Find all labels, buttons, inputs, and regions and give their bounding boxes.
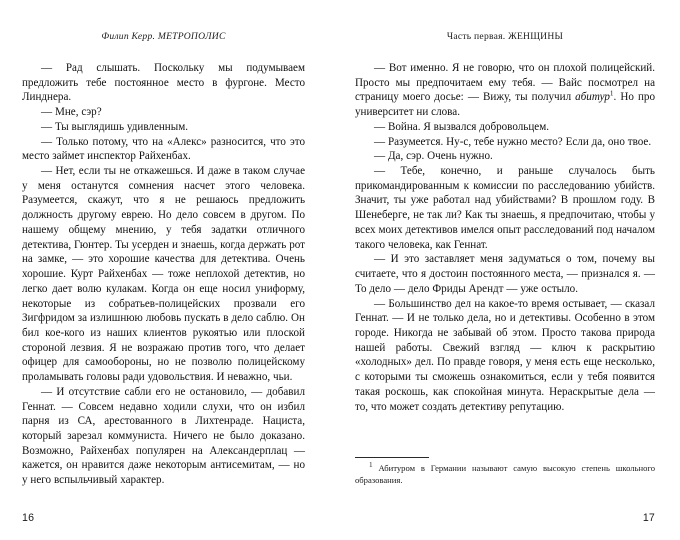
page-number-right: 17 [642,512,655,524]
paragraph: — Нет, если ты не откажешься. И даже в таком случае у меня останутся сомнения насчет этого человека. Разумеется, скажут, что я не решаюсь предложить должность другому еврею. Но дело совсем в другом. По нашему общему мнению, у тебя задатки отличного детектива, Гюнтер. Ты усерден и знаешь, когда держать рот на замке, — это хорошие качества для детектива. Очень хорошие. Курт Райхенбах — тоже неплохой детектив, но легко дает волю кулакам. Когда он еще носил униформу, некоторые из собратьев-полицейских прозвали его Зигфридом за излишнюю любовь пускать в дело саблю. Он бил кое-кого из наших клиентов рукоятью или плоской стороной лезвия. Я не возражаю против того, что делает офицер для самообороны, но не позволю полицейскому проламывать головы ради удовольствия. И неважно, чьи. [22,165,305,384]
paragraph: — И это заставляет меня задуматься о том, почему вы считаете, что я достоин постоянного места, — признался я. — То дело — дело Фриды Арендт — уже остыло. [355,253,655,295]
footnote-entry [355,463,655,486]
paragraph: — Мне, сэр? [41,106,102,119]
footnote-reference[interactable]: 1 [609,89,614,98]
paragraph-text-after: . Но про университет ни слова. [355,91,655,119]
paragraph-text-before: — Вот именно. Я не говорю, что он плохой полицейский. Просто мы предпочитаем ему тебя. — Вайс посмотрел на страницу моего досье: — Вижу, ты получил [355,62,655,104]
footnote-text: Абитуром в Германии называют самую высокую степень школьного образования. [355,463,655,485]
paragraph: — Да, сэр. Очень нужно. [374,150,493,163]
paragraph: — Тебе, конечно, и раньше случалось быть прикомандированным к комиссии по расследованию убийств. Значит, ты уже работал над убийствами? В прошлом году. В Шенеберге, не так ли? Как ты знаешь, я предпочитаю, чтобы у всех моих детективов имелся опыт расследований под началом такого человека, как Геннат. [355,165,655,251]
right-page-body [355,43,655,414]
right-running-head: Часть первая. ЖЕНЩИНЫ [446,31,564,42]
footnote-marker: 1 [369,461,373,470]
paragraph: — Только потому, что на «Алекс» разносится, что это место займет инспектор Райхенбах. [22,135,305,163]
paragraph: — Война. Я вызвался добровольцем. [374,120,549,133]
italic-term: абитур [575,91,610,104]
paragraph: — И отсутствие сабли его не остановило, — добавил Геннат. — Совсем недавно ходили слухи, что он избил парня из СА, арестованного в Лихтенраде. Нациста, который зарезал коммуниста. Ничего не было доказано. Возможно, Райхенбах популярен на Александерплац — кажется, он нравится даже некоторым антисемитам, — но у него вспыльчивый характер. [22,385,305,487]
paragraph: — Рад слышать. Поскольку мы подумываем предложить тебе постоянное место в фургоне. Место Линднера. [22,62,305,104]
left-page-body [22,43,305,488]
page-number-left: 16 [22,512,35,524]
paragraph-with-footnote [355,61,655,120]
right-page [340,0,680,540]
footnote-separator-rule [355,457,429,458]
paragraph: — Разумеется. Ну-с, тебе нужно место? Если да, оно твое. [374,135,652,148]
footnote-block [355,457,655,486]
paragraph: — Ты выглядишь удивленным. [41,120,188,133]
left-running-head: Филип Керр. МЕТРОПОЛИС [101,31,226,42]
paragraph: — Большинство дел на какое-то время остывает, — сказал Геннат. — И не только дела, но и детективы. Особенно в этом городе. Никогда не забывай об этом. Просто такова природа нашей работы. Свежий взгляд — ключ к раскрытию «холодных» дел. По правде говоря, у меня есть еще несколько, с которыми ты сможешь ознакомиться, если у тебя появится такая роскошь, как спокойная минута. Нераскрытые дела — то, что может создать детективу репутацию. [355,297,655,413]
